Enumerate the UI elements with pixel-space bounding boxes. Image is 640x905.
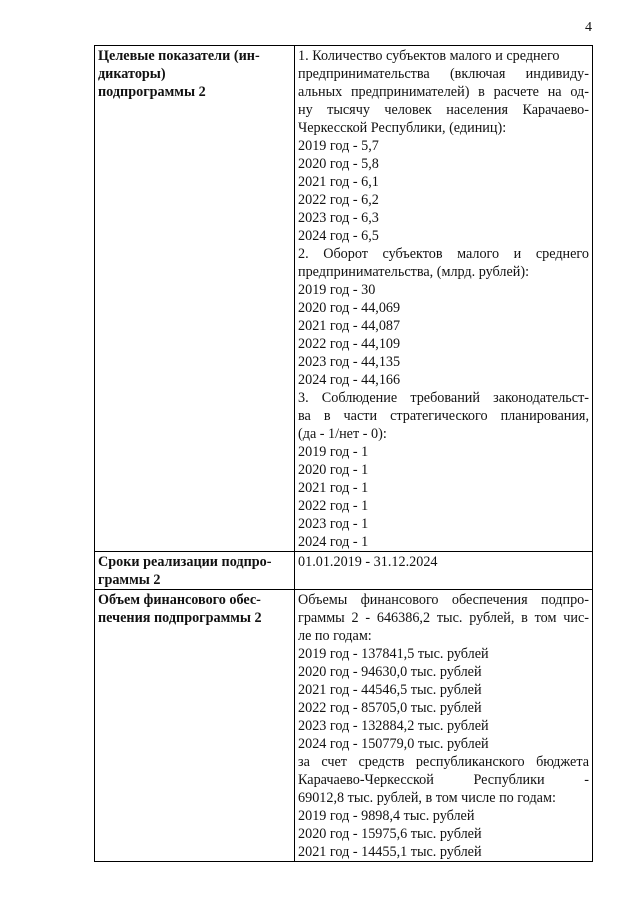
content-line: 01.01.2019 - 31.12.2024 [298, 554, 438, 570]
label-line: подпрограммы 2 [98, 84, 206, 100]
content-line: 2023 год - 1 [298, 516, 369, 532]
content-line: 2020 год - 94630,0 тыс. рублей [298, 664, 482, 680]
content-target-indicators [295, 46, 593, 552]
content-line: ле по годам: [298, 628, 372, 644]
content-line: 2024 год - 1 [298, 534, 369, 550]
label-line: дикаторы) [98, 66, 166, 82]
content-line: 2024 год - 44,166 [298, 372, 401, 388]
content-line: 2021 год - 1 [298, 480, 369, 496]
content-line: 2021 год - 44546,5 тыс. рублей [298, 682, 482, 698]
content-line: Черкесской Республики, (единиц): [298, 120, 507, 136]
content-line: 2020 год - 5,8 [298, 156, 379, 172]
label-line: Объем финансового обес- [98, 592, 261, 608]
label-financing-volume [95, 590, 295, 862]
content-line: (да - 1/нет - 0): [298, 426, 387, 442]
row-financing-volume [95, 590, 593, 862]
content-line: 1. Количество субъектов малого и среднего [298, 48, 560, 64]
label-line: граммы 2 [98, 572, 161, 588]
content-line: 2020 год - 44,069 [298, 300, 401, 316]
content-line: 2022 год - 44,109 [298, 336, 401, 352]
content-line: 2022 год - 1 [298, 498, 369, 514]
content-line: Карачаево-Черкесской Республики - [298, 772, 589, 788]
content-line: ну тысячу человек населения Карачаево- [298, 102, 589, 118]
content-line: 2022 год - 6,2 [298, 192, 379, 208]
content-line: 2019 год - 1 [298, 444, 369, 460]
row-target-indicators [95, 46, 593, 552]
page-number: 4 [585, 20, 592, 35]
content-line: предпринимательства, (млрд. рублей): [298, 264, 530, 280]
label-line: Сроки реализации подпро- [98, 554, 272, 570]
content-line: 2019 год - 5,7 [298, 138, 379, 154]
content-line: 2. Оборот субъектов малого и среднего [298, 246, 589, 262]
content-line: ва в части стратегического планирования, [298, 408, 589, 424]
content-line: 2020 год - 1 [298, 462, 369, 478]
label-line: печения подпрограммы 2 [98, 610, 262, 626]
content-line: 3. Соблюдение требований законодательст- [298, 390, 589, 406]
content-line: 2020 год - 15975,6 тыс. рублей [298, 826, 482, 842]
content-line: граммы 2 - 646386,2 тыс. рублей, в том чис- [298, 610, 589, 626]
passport-table [94, 45, 593, 862]
content-line: 2021 год - 6,1 [298, 174, 379, 190]
row-implementation-period [95, 552, 593, 590]
content-line: 2021 год - 44,087 [298, 318, 401, 334]
content-line: альных предпринимателей) в расчете на од- [298, 84, 589, 100]
label-line: Целевые показатели (ин- [98, 48, 260, 64]
content-line: 2021 год - 14455,1 тыс. рублей [298, 844, 482, 860]
content-financing-volume [295, 590, 593, 862]
content-line: 2019 год - 30 [298, 282, 376, 298]
label-target-indicators [95, 46, 295, 552]
content-line: 2019 год - 137841,5 тыс. рублей [298, 646, 489, 662]
content-line: 2023 год - 6,3 [298, 210, 379, 226]
content-line: предпринимательства (включая индивиду- [298, 66, 589, 82]
content-line: 69012,8 тыс. рублей, в том числе по годам: [298, 790, 556, 806]
content-line: 2023 год - 44,135 [298, 354, 401, 370]
content-line: 2024 год - 6,5 [298, 228, 379, 244]
label-implementation-period [95, 552, 295, 590]
content-line: 2022 год - 85705,0 тыс. рублей [298, 700, 482, 716]
content-line: 2023 год - 132884,2 тыс. рублей [298, 718, 489, 734]
content-line: за счет средств республиканского бюджета [298, 754, 589, 770]
content-line: 2024 год - 150779,0 тыс. рублей [298, 736, 489, 752]
content-line: Объемы финансового обеспечения подпро- [298, 592, 589, 608]
content-line: 2019 год - 9898,4 тыс. рублей [298, 808, 475, 824]
content-implementation-period [295, 552, 593, 590]
